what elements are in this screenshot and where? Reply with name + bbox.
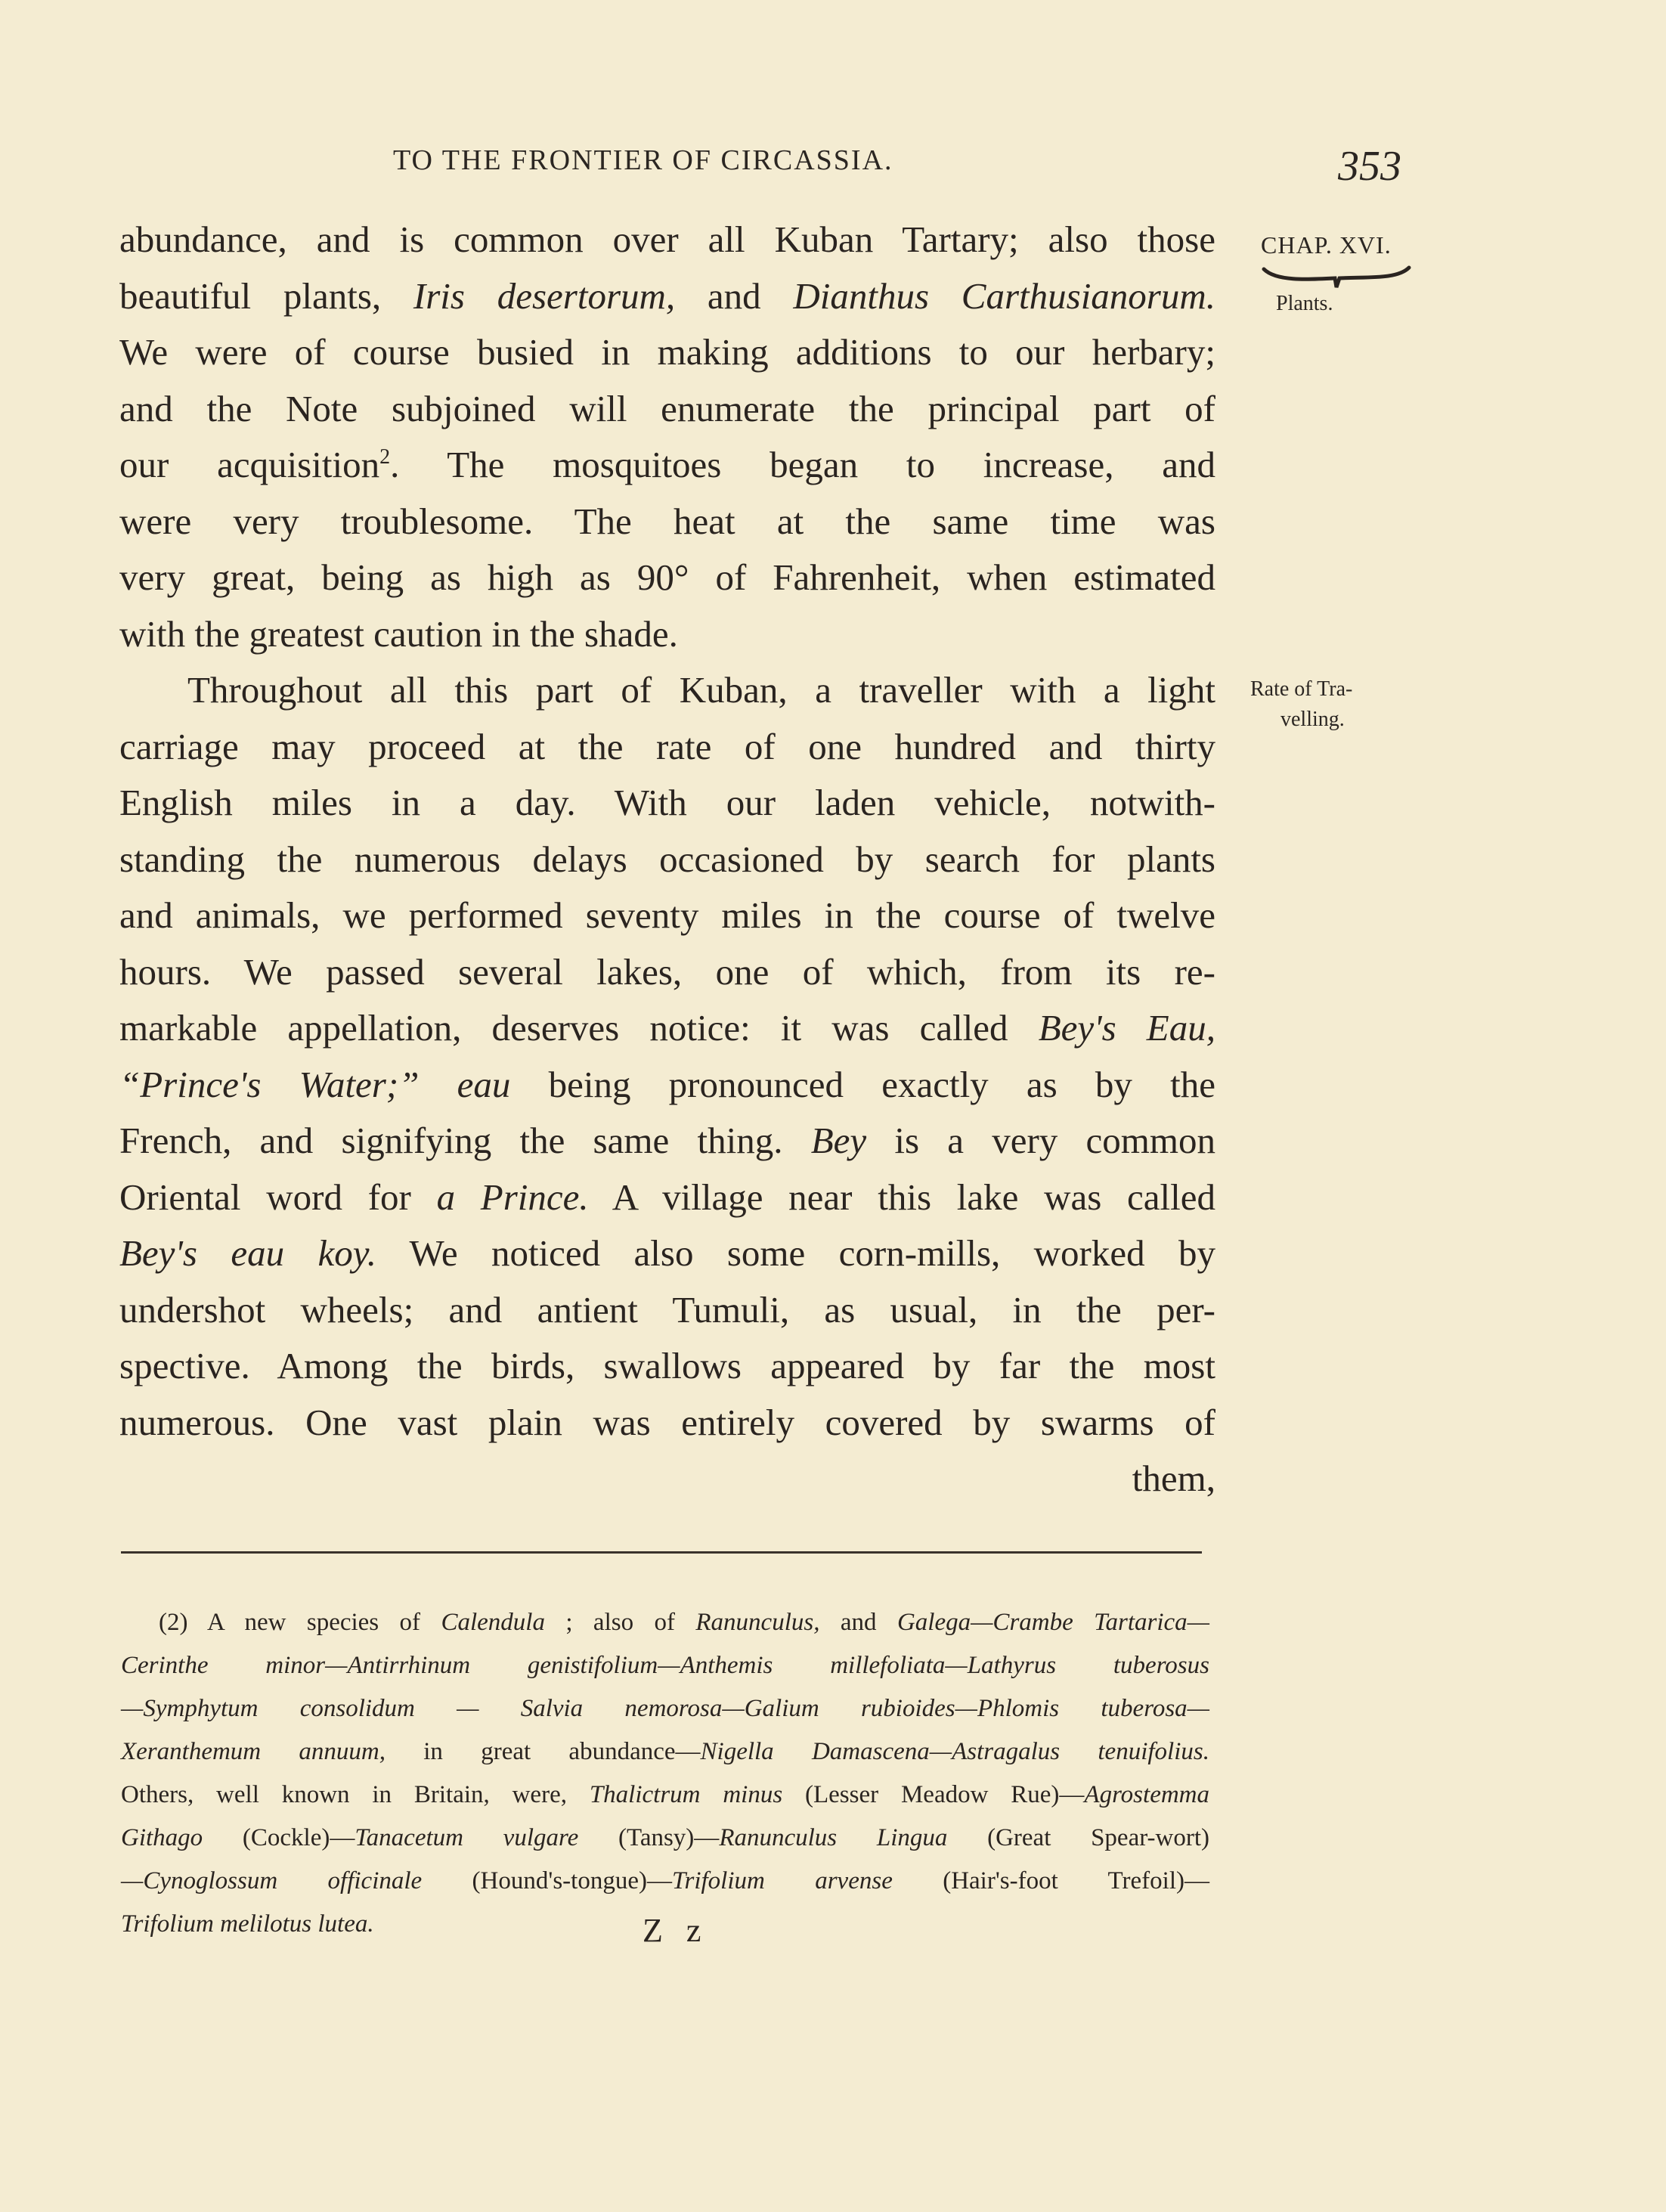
- brace-ornament-icon: [1261, 265, 1412, 292]
- body-line: [119, 775, 1215, 832]
- footnote-text: (2) A new species of: [159, 1609, 441, 1636]
- footnote-line: [121, 1860, 1209, 1903]
- body-line-text: undershot wheels; and antient Tumuli, as usual, in the per-: [119, 1288, 1215, 1331]
- margin-note-rate-line-2: velling.: [1280, 708, 1345, 731]
- body-line-text: very great, being as high as 90° of Fahrenheit, when estimated: [119, 556, 1215, 598]
- page-number: 353: [1338, 143, 1401, 190]
- footnote-line: [121, 1601, 1209, 1644]
- body-line: [119, 324, 1215, 381]
- italic-term: Xeranthemum annuum,: [121, 1738, 386, 1765]
- body-line-text: markable appellation, deserves notice: it was called: [119, 1007, 1039, 1049]
- catchword-text: them,: [1132, 1458, 1215, 1499]
- body-line-text: with the greatest caution in the shade.: [119, 612, 678, 655]
- italic-term: Ranunculus,: [695, 1609, 820, 1636]
- footnote-text: (Hair's-foot Trefoil)—: [892, 1867, 1209, 1894]
- italic-term: Trifolium arvense: [671, 1867, 893, 1894]
- signature-mark: Z z: [643, 1912, 709, 1949]
- body-line: [119, 550, 1215, 606]
- body-line-text: were very troublesome. The heat at the same time was: [119, 500, 1215, 542]
- body-line: [119, 381, 1215, 438]
- body-line-text: and animals, we performed seventy miles in the course of twelve: [119, 894, 1215, 936]
- footnote-line: [121, 1817, 1209, 1860]
- body-line: [119, 212, 1215, 268]
- body-line-text: standing the numerous delays occasioned by search for plants: [119, 838, 1215, 880]
- italic-term: “Prince's Water;” eau: [119, 1063, 511, 1105]
- body-line: [119, 437, 1215, 494]
- italic-term: Bey: [810, 1120, 867, 1161]
- body-text: [119, 212, 1215, 1507]
- italic-term: Trifolium melilotus lutea.: [121, 1910, 374, 1938]
- footnote-text: Others, well known in Britain, were,: [121, 1781, 590, 1808]
- body-line: [119, 662, 1215, 719]
- body-line: [119, 1170, 1215, 1226]
- margin-note-rate-line-1: Rate of Tra-: [1250, 677, 1353, 701]
- body-line: [119, 494, 1215, 550]
- italic-term: Calendula: [441, 1609, 545, 1636]
- italic-term: Bey's eau koy.: [119, 1232, 377, 1274]
- body-line-text: numerous. One vast plain was entirely covered by swarms of: [119, 1401, 1215, 1443]
- body-line-text: beautiful plants,: [119, 274, 413, 317]
- body-line-text: We were of course busied in making additions to our herbary;: [119, 331, 1215, 373]
- body-line-text: and: [675, 274, 794, 317]
- body-line-text: Throughout all this part of Kuban, a traveller with a light: [187, 669, 1215, 711]
- footnote-text: (Lesser Meadow Rue)—: [782, 1781, 1085, 1808]
- catchword: [119, 1451, 1215, 1507]
- footnote-line: [121, 1644, 1209, 1687]
- italic-term: Nigella Damascena—Astragalus tenuifolius.: [700, 1738, 1209, 1765]
- italic-term: a Prince.: [436, 1176, 589, 1218]
- body-line: [119, 268, 1215, 325]
- body-line-text: being pronounced exactly as by the: [510, 1063, 1215, 1105]
- body-line-text: Oriental word for: [119, 1176, 437, 1218]
- body-line: [119, 1395, 1215, 1451]
- footnote-text: (Cockle)—: [203, 1824, 355, 1851]
- italic-term: Tanacetum vulgare: [355, 1824, 579, 1851]
- body-line-text: We noticed also some corn-mills, worked by: [376, 1232, 1215, 1274]
- body-line-text: carriage may proceed at the rate of one hundred and thirty: [119, 725, 1215, 767]
- body-line: [119, 888, 1215, 944]
- italic-term: Iris desertorum,: [413, 274, 676, 317]
- body-line-text: our acquisition: [119, 444, 380, 485]
- margin-note-rate: [1250, 674, 1352, 735]
- footnote-line: [121, 1730, 1209, 1774]
- body-line-text: English miles in a day. With our laden vehicle, notwith-: [119, 782, 1215, 823]
- footnote-text: (Hound's-tongue)—: [422, 1867, 672, 1894]
- footnote-line: [121, 1774, 1209, 1817]
- footnote-text: and: [819, 1609, 897, 1636]
- body-line: [119, 606, 1215, 663]
- running-title: TO THE FRONTIER OF CIRCASSIA.: [393, 144, 893, 176]
- italic-term: Ranunculus Lingua: [719, 1824, 948, 1851]
- italic-term: —Symphytum consolidum — Salvia nemorosa—Galium rubioides—Phlomis tuberosa—: [121, 1695, 1209, 1722]
- italic-term: Dianthus Carthusianorum.: [793, 274, 1216, 317]
- body-line: [119, 1282, 1215, 1339]
- footnote-reference: 2: [379, 445, 391, 469]
- italic-term: —Cynoglossum officinale: [121, 1867, 423, 1894]
- italic-term: Bey's Eau,: [1038, 1007, 1215, 1049]
- footnote: [121, 1601, 1209, 1946]
- footnote-text: in great abundance—: [385, 1738, 701, 1765]
- footnote-text: (Tansy)—: [578, 1824, 720, 1851]
- body-line: [119, 1113, 1215, 1170]
- footnote-line: [121, 1687, 1209, 1730]
- body-line: [119, 1000, 1215, 1057]
- body-line: [119, 1338, 1215, 1395]
- body-line: [119, 944, 1215, 1001]
- body-line-text: A village near this lake was called: [588, 1176, 1215, 1218]
- body-line-text: abundance, and is common over all Kuban Tartary; also those: [119, 218, 1215, 260]
- italic-term: Githago: [121, 1824, 203, 1851]
- body-line-text: and the Note subjoined will enumerate the principal part of: [119, 387, 1215, 429]
- body-line-text: hours. We passed several lakes, one of which, from its re-: [119, 950, 1215, 993]
- body-line: [119, 832, 1215, 888]
- italic-term: Thalictrum minus: [589, 1781, 783, 1808]
- footnote-text: ; also of: [544, 1609, 696, 1636]
- margin-note-plants: Plants.: [1276, 292, 1333, 315]
- margin-chapter-label: CHAP. XVI.: [1261, 231, 1392, 259]
- italic-term: Galega—Crambe Tartarica—: [896, 1609, 1209, 1636]
- italic-term: Agrostemma: [1084, 1781, 1210, 1808]
- footnote-text: (Great Spear-wort): [947, 1824, 1210, 1851]
- body-line-text: is a very common: [866, 1120, 1216, 1161]
- body-line: [119, 1225, 1215, 1282]
- body-line: [119, 1057, 1215, 1114]
- body-line-text: French, and signifying the same thing.: [119, 1120, 783, 1161]
- body-line-text: spective. Among the birds, swallows appeared by far the most: [119, 1345, 1215, 1386]
- body-line-text: . The mosquitoes began to increase, and: [390, 444, 1215, 485]
- footnote-rule: [121, 1551, 1202, 1554]
- body-line: [119, 719, 1215, 776]
- italic-term: Cerinthe minor—Antirrhinum genistifolium—Anthemis millefoliata—Lathyrus tuberosus: [121, 1652, 1209, 1679]
